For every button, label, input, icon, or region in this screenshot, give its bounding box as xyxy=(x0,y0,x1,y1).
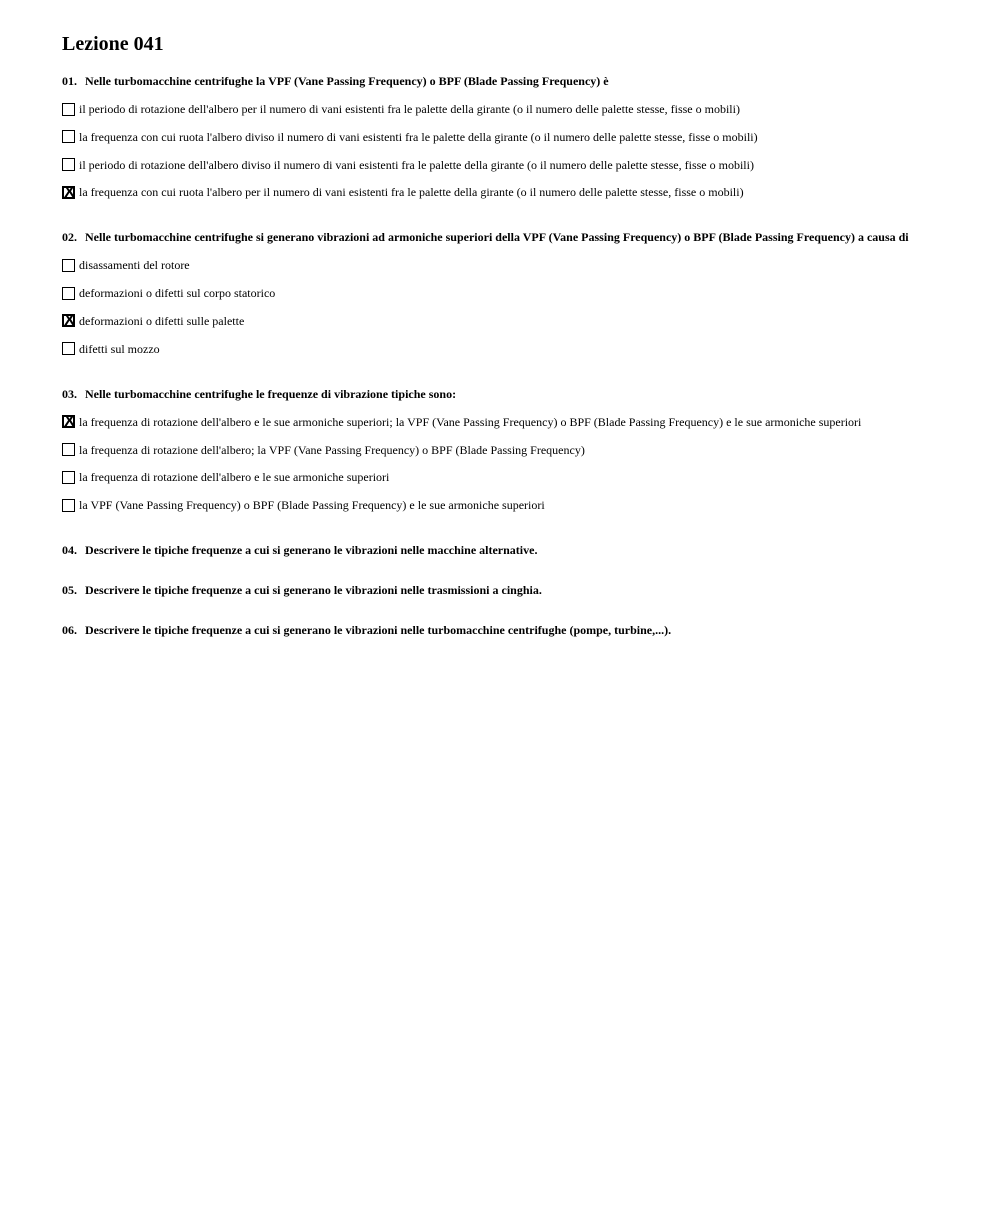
question-number: 02. xyxy=(62,230,77,245)
lesson-page xyxy=(62,32,942,663)
answer-checkbox[interactable] xyxy=(62,499,75,512)
check-mark-icon: X xyxy=(64,312,75,330)
check-mark-icon xyxy=(62,285,75,300)
answer-option[interactable] xyxy=(62,257,942,273)
answer-label: deformazioni o difetti sulle palette xyxy=(79,313,245,328)
question-text xyxy=(62,387,942,401)
question-number: 03. xyxy=(62,386,77,401)
answer-option[interactable] xyxy=(62,285,942,301)
question-number: 04. xyxy=(62,543,77,558)
answer-option[interactable] xyxy=(62,414,942,430)
answer-option[interactable] xyxy=(62,129,942,145)
answer-option[interactable] xyxy=(62,313,942,329)
question-02 xyxy=(62,230,942,356)
question-text xyxy=(62,230,942,244)
question-number: 06. xyxy=(62,623,77,638)
question-prompt: Descrivere le tipiche frequenze a cui si generano le vibrazioni nelle turbomacchine centrifughe (pompe, turbine,...). xyxy=(85,623,672,638)
answer-option[interactable] xyxy=(62,157,942,173)
check-mark-icon xyxy=(62,441,75,456)
question-number: 05. xyxy=(62,583,77,598)
answer-option[interactable] xyxy=(62,442,942,458)
question-prompt: Descrivere le tipiche frequenze a cui si generano le vibrazioni nelle trasmissioni a cinghia. xyxy=(85,583,542,598)
answer-checkbox[interactable] xyxy=(62,287,75,300)
question-text xyxy=(62,543,942,557)
question-prompt: Descrivere le tipiche frequenze a cui si generano le vibrazioni nelle macchine alternative. xyxy=(85,543,538,558)
question-06 xyxy=(62,623,942,637)
answer-option[interactable] xyxy=(62,184,942,200)
check-mark-icon xyxy=(62,128,75,143)
question-text xyxy=(62,74,942,88)
question-number: 01. xyxy=(62,74,77,88)
answer-options xyxy=(62,101,942,200)
question-prompt: Nelle turbomacchine centrifughe le frequenze di vibrazione tipiche sono: xyxy=(85,386,457,401)
answer-checkbox[interactable] xyxy=(62,259,75,272)
answer-label: la frequenza di rotazione dell'albero e le sue armoniche superiori xyxy=(79,470,390,485)
answer-option[interactable] xyxy=(62,101,942,117)
answer-checkbox[interactable] xyxy=(62,443,75,456)
question-prompt: Nelle turbomacchine centrifughe la VPF (Vane Passing Frequency) o BPF (Blade Passing Frequency) è xyxy=(85,74,609,88)
question-text xyxy=(62,583,942,597)
check-mark-icon: X xyxy=(64,413,75,431)
answer-label: deformazioni o difetti sul corpo statorico xyxy=(79,286,276,301)
answer-checkbox[interactable] xyxy=(62,103,75,116)
answer-checkbox[interactable] xyxy=(62,413,75,431)
answer-option[interactable] xyxy=(62,469,942,485)
answer-option[interactable] xyxy=(62,497,942,513)
answer-checkbox[interactable] xyxy=(62,312,75,330)
answer-label: il periodo di rotazione dell'albero diviso il numero di vani esistenti fra le palette della girante (o il numero delle palette stesse, fisse o mobili) xyxy=(79,157,754,172)
answer-checkbox[interactable] xyxy=(62,471,75,484)
answer-label: la frequenza di rotazione dell'albero e le sue armoniche superiori; la VPF (Vane Passing Frequency) o BPF (Blade Passing Frequency) e le sue armoniche superiori xyxy=(79,414,862,429)
check-mark-icon xyxy=(62,497,75,512)
question-01 xyxy=(62,74,942,200)
answer-checkbox[interactable] xyxy=(62,183,75,201)
answer-checkbox[interactable] xyxy=(62,158,75,171)
answer-label: la frequenza con cui ruota l'albero per il numero di vani esistenti fra le palette della girante (o il numero delle palette stesse, fisse o mobili) xyxy=(79,185,744,200)
answer-label: difetti sul mozzo xyxy=(79,341,160,356)
answer-label: disassamenti del rotore xyxy=(79,258,190,273)
check-mark-icon: X xyxy=(64,183,75,201)
lesson-title: Lezione 041 xyxy=(62,33,164,55)
check-mark-icon xyxy=(62,340,75,355)
check-mark-icon xyxy=(62,257,75,272)
answer-label: la VPF (Vane Passing Frequency) o BPF (Blade Passing Frequency) e le sue armoniche superiori xyxy=(79,498,545,513)
answer-checkbox[interactable] xyxy=(62,342,75,355)
check-mark-icon xyxy=(62,156,75,171)
check-mark-icon xyxy=(62,101,75,116)
answer-label: la frequenza di rotazione dell'albero; la VPF (Vane Passing Frequency) o BPF (Blade Passing Frequency) xyxy=(79,442,585,457)
answer-options xyxy=(62,414,942,513)
check-mark-icon xyxy=(62,469,75,484)
question-prompt: Nelle turbomacchine centrifughe si generano vibrazioni ad armoniche superiori della VPF (Vane Passing Frequency) o BPF (Blade Passing Frequency) a causa di xyxy=(85,230,909,245)
answer-options xyxy=(62,257,942,356)
answer-label: la frequenza con cui ruota l'albero diviso il numero di vani esistenti fra le palette della girante (o il numero delle palette stesse, fisse o mobili) xyxy=(79,129,758,144)
answer-label: il periodo di rotazione dell'albero per il numero di vani esistenti fra le palette della girante (o il numero delle palette stesse, fisse o mobili) xyxy=(79,102,740,116)
answer-option[interactable] xyxy=(62,341,942,357)
question-03 xyxy=(62,387,942,513)
question-05 xyxy=(62,583,942,597)
answer-checkbox[interactable] xyxy=(62,130,75,143)
question-text xyxy=(62,623,942,637)
question-04 xyxy=(62,543,942,557)
